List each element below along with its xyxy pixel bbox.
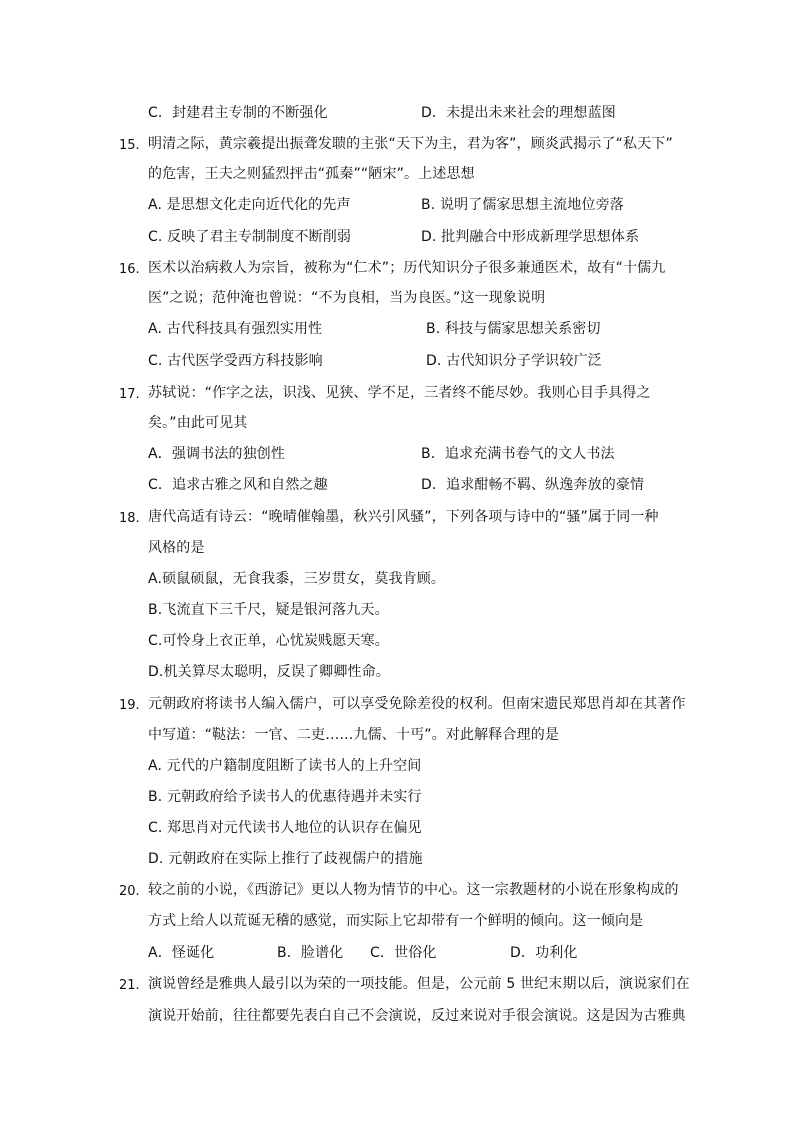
- q20-option-d: D．功利化: [510, 945, 578, 961]
- q15-number: 15.: [119, 138, 140, 153]
- q20-number: 20.: [119, 884, 140, 899]
- q20-option-c: C．世俗化: [370, 945, 437, 961]
- q16-option-b: B. 科技与儒家思想关系密切: [426, 321, 601, 337]
- q17-stem-line2: 矣。”由此可见其: [148, 415, 248, 431]
- q20-option-a: A．怪诞化: [148, 945, 215, 961]
- q21-number: 21.: [119, 978, 140, 993]
- q16-option-a: A. 古代科技具有强烈实用性: [148, 321, 323, 337]
- q17-option-b: B．追求充满书卷气的文人书法: [421, 446, 615, 462]
- q21-stem-line2: 演说开始前，往往都要先表白自己不会演说，反过来说对手很会演说。这是因为古雅典: [148, 1008, 686, 1024]
- q19-number: 19.: [119, 698, 140, 713]
- q18-option-b: B.飞流直下三千尺，疑是银河落九天。: [148, 602, 389, 618]
- q16-option-c: C. 古代医学受西方科技影响: [148, 353, 323, 369]
- q19-option-b: B. 元朝政府给予读书人的优惠待遇并未实行: [148, 789, 422, 805]
- q17-option-c: C．追求古雅之风和自然之趣: [148, 477, 328, 493]
- q18-stem-line1: 唐代高适有诗云：“晚晴催翰墨，秋兴引风骚”，下列各项与诗中的“骚”属于同一种: [148, 509, 659, 525]
- q17-option-a: A．强调书法的独创性: [148, 446, 286, 462]
- q18-number: 18.: [119, 511, 140, 526]
- q17-stem-line1: 苏轼说：“作字之法，识浅、见狭、学不足，三者终不能尽妙。我则心目手具得之: [148, 385, 651, 401]
- q19-option-d: D. 元朝政府在实际上推行了歧视儒户的措施: [148, 851, 423, 867]
- q18-option-d: D.机关算尽太聪明，反误了卿卿性命。: [148, 664, 390, 680]
- q21-stem-line1: 演说曾经是雅典人最引以为荣的一项技能。但是，公元前 5 世纪末期以后，演说家们在: [148, 976, 690, 992]
- q20-stem-line2: 方式上给人以荒诞无稽的感觉，而实际上它却带有一个鲜明的倾向。这一倾向是: [148, 913, 644, 929]
- q15-option-d: D. 批判融合中形成新理学思想体系: [421, 229, 640, 245]
- q16-stem-line2: 医”之说；范仲淹也曾说：“不为良相，当为良医。”这一现象说明: [148, 290, 546, 306]
- q15-stem-line1: 明清之际，黄宗羲提出振聋发聩的主张“天下为主，君为客”，顾炎武揭示了“私天下”: [148, 136, 673, 152]
- q20-stem-line1: 较之前的小说，《西游记》更以人物为情节的中心。这一宗教题材的小说在形象构成的: [148, 882, 679, 898]
- q19-option-c: C. 郑思肖对元代读书人地位的认识存在偏见: [148, 820, 422, 836]
- q15-option-b: B. 说明了儒家思想主流地位旁落: [421, 197, 624, 213]
- q16-number: 16.: [119, 262, 140, 277]
- q18-stem-line2: 风格的是: [148, 540, 205, 556]
- q15-option-a: A. 是思想文化走向近代化的先声: [148, 197, 351, 213]
- q15-option-c: C. 反映了君主专制制度不断削弱: [148, 229, 352, 245]
- q18-option-c: C.可怜身上衣正单，心忧炭贱愿天寒。: [148, 633, 389, 649]
- q18-option-a: A.硕鼠硕鼠，无食我黍，三岁贯女，莫我肯顾。: [148, 571, 446, 587]
- q19-stem-line1: 元朝政府将读书人编入儒户，可以享受免除差役的权利。但南宋遗民郑思肖却在其著作: [148, 696, 686, 712]
- q16-stem-line1: 医术以治病救人为宗旨，被称为“仁术”；历代知识分子很多兼通医术，故有“十儒九: [148, 260, 666, 276]
- q14-option-c: C．封建君主专制的不断强化: [148, 105, 328, 121]
- q19-stem-line2: 中写道：“鞑法：一官、二吏……九儒、十丐”。对此解释合理的是: [148, 727, 560, 743]
- q16-option-d: D. 古代知识分子学识较广泛: [426, 353, 602, 369]
- q14-option-d: D．未提出未来社会的理想蓝图: [421, 105, 616, 121]
- q17-option-d: D．追求酣畅不羁、纵逸奔放的豪情: [421, 477, 645, 493]
- q15-stem-line2: 的危害，王夫之则猛烈抨击“孤秦”“陋宋”。上述思想: [148, 166, 475, 182]
- q17-number: 17.: [119, 387, 140, 402]
- q20-option-b: B．脸谱化: [277, 945, 344, 961]
- q19-option-a: A. 元代的户籍制度阻断了读书人的上升空间: [148, 758, 422, 774]
